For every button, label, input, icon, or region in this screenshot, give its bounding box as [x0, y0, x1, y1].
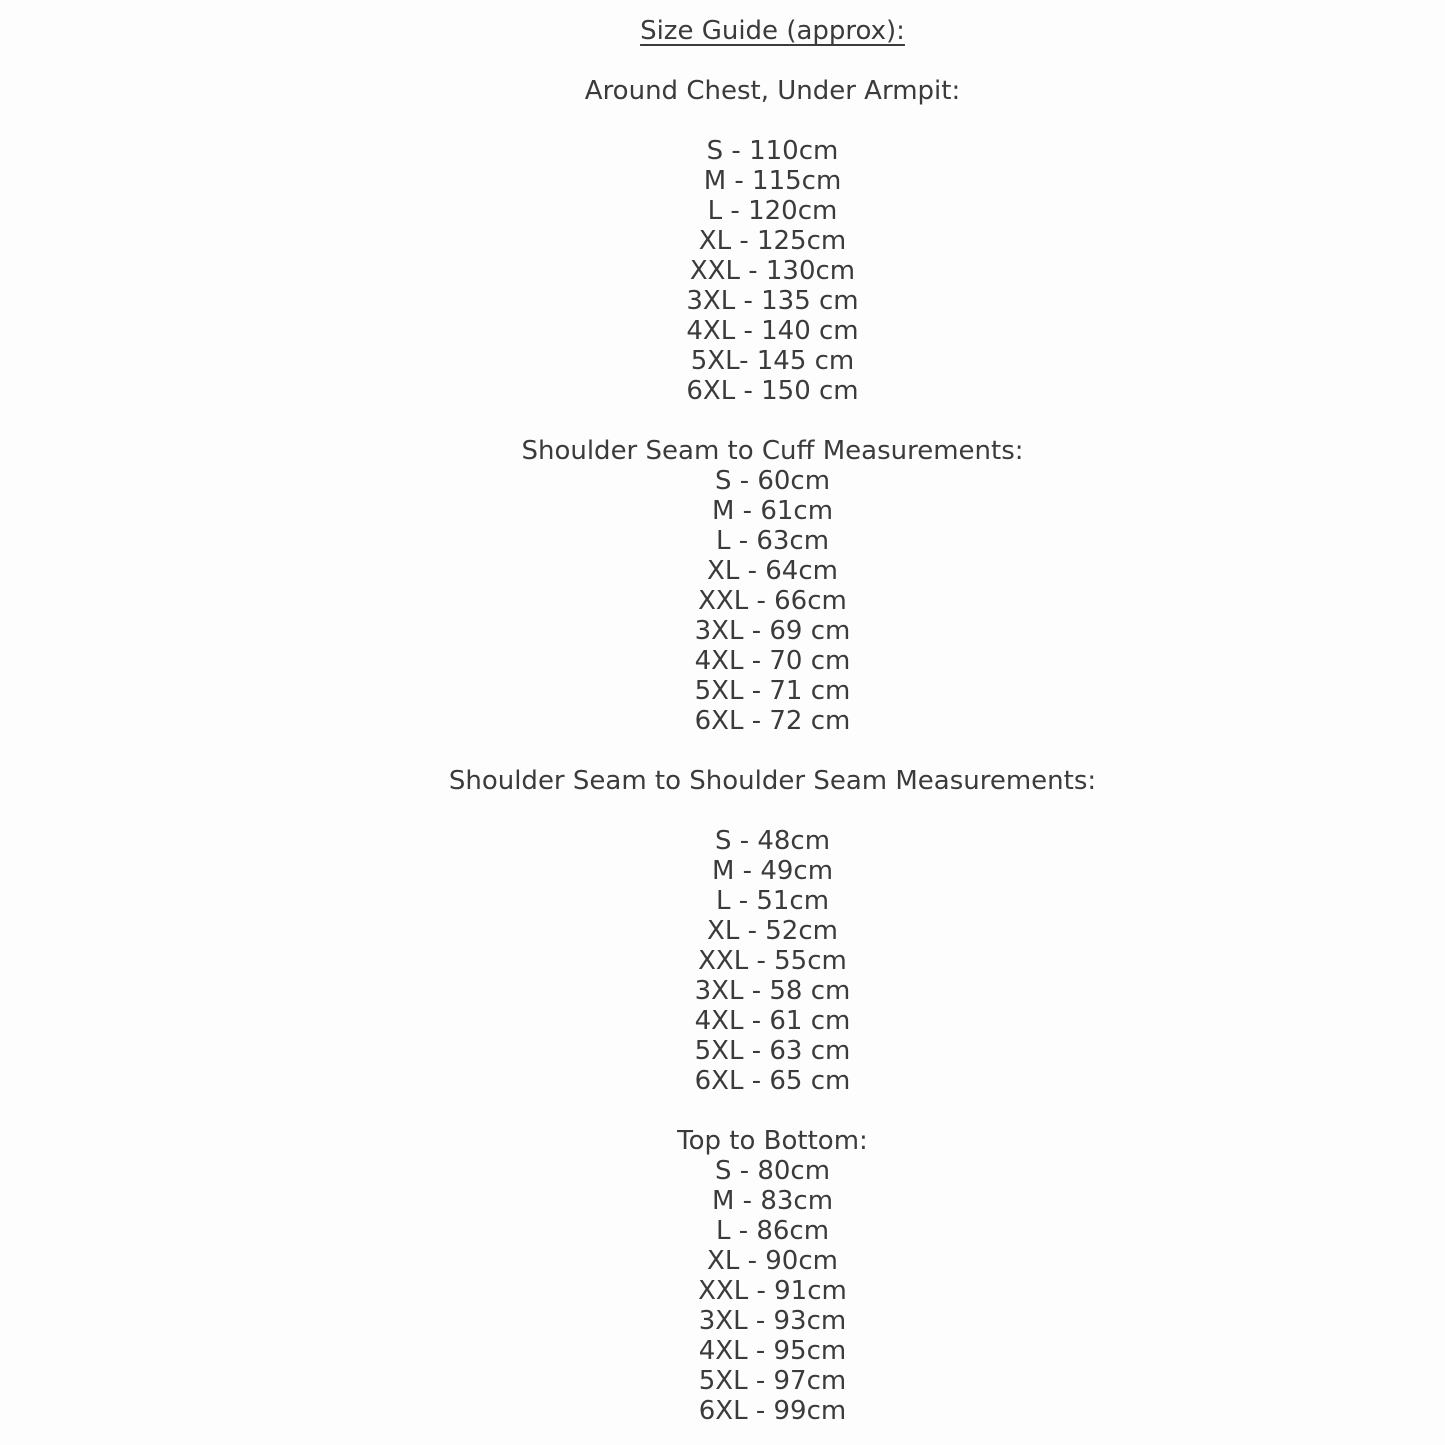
- size-line: M - 49cm: [711, 856, 834, 886]
- size-section: [100, 766, 1445, 1096]
- size-line: 6XL - 99cm: [698, 1396, 847, 1426]
- size-line: M - 83cm: [711, 1186, 834, 1216]
- size-section: [100, 436, 1445, 736]
- size-line: 3XL - 93cm: [698, 1306, 847, 1336]
- size-section: [100, 1126, 1445, 1426]
- size-line: 5XL - 63 cm: [694, 1036, 851, 1066]
- size-line: M - 61cm: [711, 496, 834, 526]
- size-line: 3XL - 69 cm: [694, 616, 851, 646]
- blank-line: [100, 106, 1445, 136]
- size-sections: [100, 76, 1445, 1426]
- size-line: 4XL - 61 cm: [694, 1006, 851, 1036]
- size-line: 4XL - 95cm: [698, 1336, 847, 1366]
- size-line: 4XL - 140 cm: [686, 316, 859, 346]
- size-line: L - 86cm: [715, 1216, 830, 1246]
- size-line: XXL - 66cm: [698, 586, 847, 616]
- size-line: 5XL - 97cm: [698, 1366, 847, 1396]
- size-line: 4XL - 70 cm: [694, 646, 851, 676]
- size-line: L - 51cm: [715, 886, 830, 916]
- section-heading: Around Chest, Under Armpit:: [584, 76, 961, 106]
- size-line: 5XL - 71 cm: [694, 676, 851, 706]
- size-line: 6XL - 72 cm: [694, 706, 851, 736]
- size-line: 6XL - 150 cm: [686, 376, 859, 406]
- size-line: 3XL - 58 cm: [694, 976, 851, 1006]
- section-heading: Top to Bottom:: [677, 1126, 868, 1156]
- size-section: [100, 76, 1445, 406]
- size-line: XL - 125cm: [698, 226, 847, 256]
- section-heading: Shoulder Seam to Cuff Measurements:: [521, 436, 1024, 466]
- size-line: XL - 64cm: [707, 556, 838, 586]
- size-line: S - 110cm: [706, 136, 839, 166]
- section-heading: Shoulder Seam to Shoulder Seam Measurements:: [448, 766, 1097, 796]
- size-line: XXL - 130cm: [689, 256, 856, 286]
- size-line: 3XL - 135 cm: [686, 286, 859, 316]
- size-line: 6XL - 65 cm: [694, 1066, 851, 1096]
- size-line: S - 60cm: [714, 466, 831, 496]
- size-line: L - 63cm: [715, 526, 830, 556]
- size-line: XL - 52cm: [707, 916, 838, 946]
- size-line: S - 48cm: [714, 826, 831, 856]
- page-title: Size Guide (approx):: [640, 16, 905, 46]
- size-line: L - 120cm: [707, 196, 838, 226]
- blank-line: [100, 796, 1445, 826]
- size-line: M - 115cm: [703, 166, 842, 196]
- size-line: XXL - 91cm: [698, 1276, 847, 1306]
- size-line: 5XL- 145 cm: [690, 346, 855, 376]
- size-line: S - 80cm: [714, 1156, 831, 1186]
- size-line: XXL - 55cm: [698, 946, 847, 976]
- size-line: XL - 90cm: [707, 1246, 838, 1276]
